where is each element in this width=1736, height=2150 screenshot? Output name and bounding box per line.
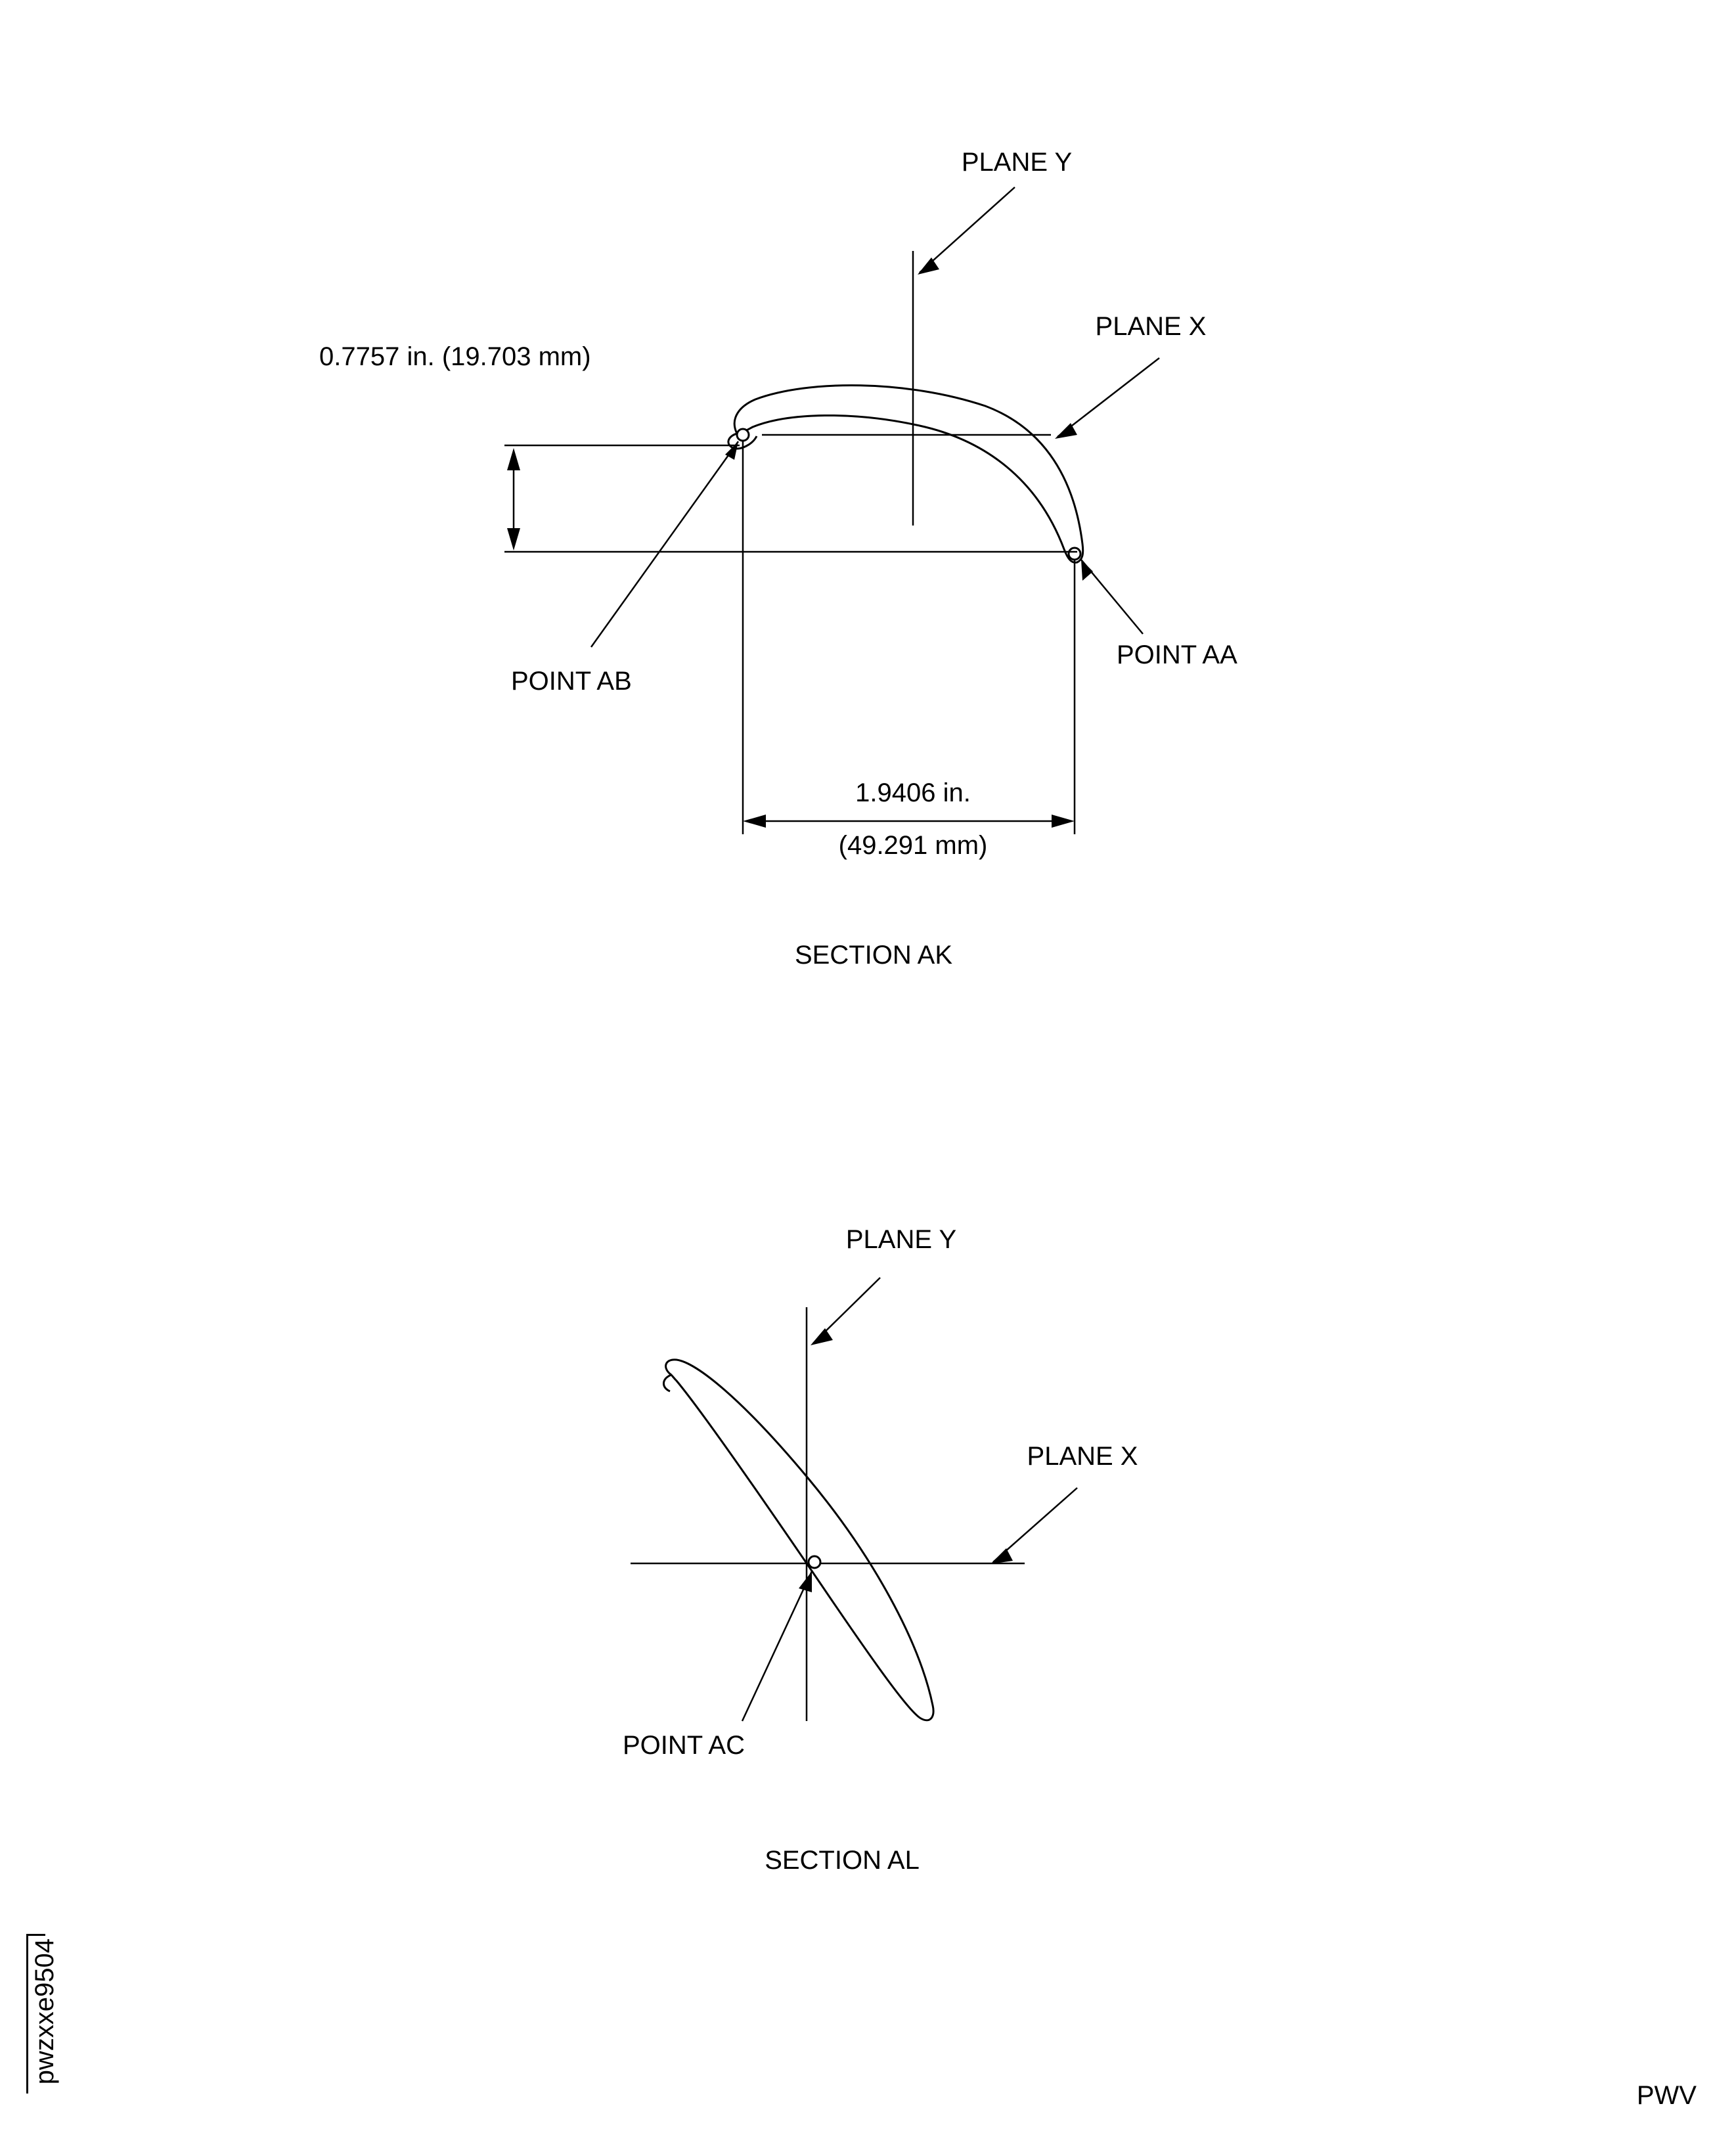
plane-x-arrowhead-ak: [1055, 423, 1077, 439]
airfoil-outline-ak: [734, 386, 1083, 563]
point-ab-label: POINT AB: [511, 667, 632, 696]
dim-vertical-arrow-bottom: [507, 528, 520, 550]
plane-y-label-ak: PLANE Y: [961, 148, 1073, 177]
horizontal-dimension-label-line1: 1.9406 in.: [855, 778, 971, 807]
point-ac-label: POINT AC: [623, 1731, 745, 1760]
plane-y-arrowhead-ak: [918, 258, 939, 275]
plane-y-leader-ak: [920, 187, 1015, 273]
plane-y-arrowhead-al: [811, 1328, 833, 1345]
sheet-corner-code: pwzxxe9504: [30, 1938, 59, 2084]
dim-horizontal-arrow-right: [1052, 815, 1075, 828]
plane-x-leader-ak: [1057, 358, 1159, 437]
airfoil-outline-al: [666, 1360, 933, 1720]
point-ac-marker: [809, 1556, 820, 1568]
vertical-dimension-label: 0.7757 in. (19.703 mm): [319, 342, 591, 371]
plane-x-label-al: PLANE X: [1027, 1442, 1138, 1471]
airfoil-leading-hook-al: [663, 1375, 671, 1391]
section-al-title: SECTION AL: [765, 1846, 920, 1875]
sheet-page-code: PWV: [1636, 2081, 1697, 2110]
point-ab-marker: [737, 429, 749, 441]
point-ac-arrowhead: [799, 1571, 812, 1592]
dim-vertical-arrow-top: [507, 448, 520, 470]
plane-x-label-ak: PLANE X: [1095, 312, 1207, 341]
horizontal-dimension-label-line2: (49.291 mm): [838, 831, 988, 860]
point-aa-label: POINT AA: [1117, 640, 1237, 669]
section-ak-title: SECTION AK: [794, 941, 953, 970]
plane-y-label-al: PLANE Y: [845, 1225, 957, 1254]
point-aa-marker: [1069, 548, 1080, 560]
point-ac-leader: [742, 1571, 812, 1721]
plane-x-arrowhead-al: [990, 1548, 1013, 1564]
point-ab-leader: [591, 441, 738, 647]
point-aa-arrowhead: [1081, 560, 1093, 581]
dim-horizontal-arrow-left: [743, 815, 766, 828]
